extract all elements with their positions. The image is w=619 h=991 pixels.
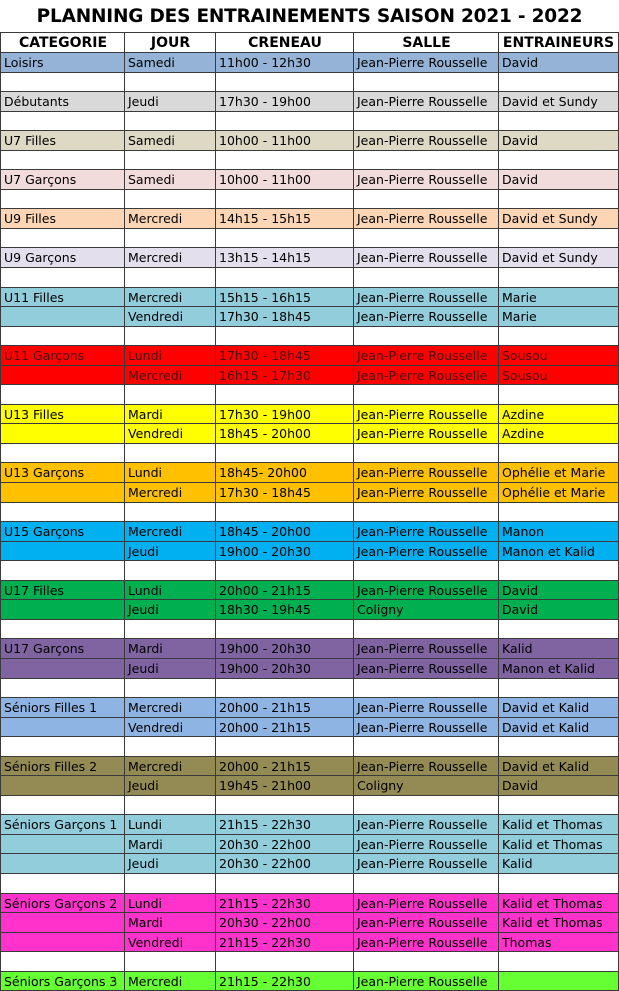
cell-jour: Mardi — [124, 835, 216, 854]
cell-categorie — [0, 776, 125, 795]
table-row — [0, 112, 619, 132]
cell-categorie — [0, 229, 125, 248]
cell-categorie — [0, 151, 125, 170]
cell-entraineurs: David — [498, 170, 619, 189]
table-row — [0, 894, 619, 914]
cell-salle: Jean-Pierre Rousselle — [353, 483, 499, 502]
cell-salle — [353, 737, 499, 756]
cell-categorie: Loisirs — [0, 53, 125, 72]
cell-salle: Jean-Pierre Rousselle — [353, 92, 499, 111]
cell-entraineurs: David et Sundy — [498, 209, 619, 228]
cell-jour — [124, 620, 216, 639]
cell-jour: Samedi — [124, 131, 216, 150]
cell-salle — [353, 796, 499, 815]
cell-salle: Jean-Pierre Rousselle — [353, 542, 499, 561]
cell-salle: Jean-Pierre Rousselle — [353, 288, 499, 307]
cell-creneau: 17h30 - 19h00 — [215, 405, 354, 424]
cell-jour: Jeudi — [124, 600, 216, 619]
page-title: PLANNING DES ENTRAINEMENTS SAISON 2021 - 2022 — [36, 6, 583, 27]
cell-jour — [124, 874, 216, 893]
cell-salle — [353, 679, 499, 698]
cell-creneau: 17h30 - 18h45 — [215, 346, 354, 365]
cell-entraineurs: David et Kalid — [498, 698, 619, 717]
cell-entraineurs — [498, 385, 619, 404]
cell-creneau — [215, 503, 354, 522]
cell-entraineurs: Sousou — [498, 366, 619, 385]
cell-salle: Jean-Pierre Rousselle — [353, 972, 499, 991]
cell-creneau: 11h00 - 12h30 — [215, 53, 354, 72]
cell-entraineurs: David — [498, 131, 619, 150]
cell-entraineurs — [498, 737, 619, 756]
cell-jour — [124, 679, 216, 698]
cell-creneau — [215, 737, 354, 756]
cell-categorie — [0, 835, 125, 854]
cell-salle: Jean-Pierre Rousselle — [353, 53, 499, 72]
cell-salle — [353, 73, 499, 92]
table-row — [0, 209, 619, 229]
cell-creneau — [215, 229, 354, 248]
cell-salle: Jean-Pierre Rousselle — [353, 718, 499, 737]
cell-creneau — [215, 561, 354, 580]
cell-salle: Jean-Pierre Rousselle — [353, 346, 499, 365]
table-row — [0, 581, 619, 601]
cell-entraineurs: Marie — [498, 288, 619, 307]
cell-creneau: 17h30 - 18h45 — [215, 307, 354, 326]
cell-categorie — [0, 542, 125, 561]
cell-jour: Jeudi — [124, 542, 216, 561]
cell-jour: Mercredi — [124, 288, 216, 307]
table-row — [0, 815, 619, 835]
cell-entraineurs: Manon — [498, 522, 619, 541]
table-row — [0, 835, 619, 855]
cell-categorie: U9 Filles — [0, 209, 125, 228]
table-row — [0, 307, 619, 327]
cell-jour: Lundi — [124, 815, 216, 834]
cell-entraineurs — [498, 561, 619, 580]
table-row — [0, 366, 619, 386]
cell-creneau: 17h30 - 18h45 — [215, 483, 354, 502]
cell-creneau — [215, 679, 354, 698]
cell-categorie: Séniors Garçons 2 — [0, 894, 125, 913]
cell-jour: Samedi — [124, 53, 216, 72]
cell-creneau — [215, 73, 354, 92]
cell-jour: Lundi — [124, 894, 216, 913]
cell-entraineurs — [498, 952, 619, 971]
cell-categorie: U9 Garçons — [0, 248, 125, 267]
cell-salle — [353, 444, 499, 463]
cell-salle: Jean-Pierre Rousselle — [353, 405, 499, 424]
cell-categorie: U17 Filles — [0, 581, 125, 600]
cell-entraineurs — [498, 190, 619, 209]
cell-creneau: 20h00 - 21h15 — [215, 757, 354, 776]
cell-creneau — [215, 952, 354, 971]
table-row — [0, 757, 619, 777]
table-row — [0, 620, 619, 640]
cell-entraineurs — [498, 229, 619, 248]
cell-categorie: U17 Garçons — [0, 639, 125, 658]
cell-jour: Lundi — [124, 463, 216, 482]
cell-jour — [124, 561, 216, 580]
cell-salle — [353, 620, 499, 639]
cell-jour: Vendredi — [124, 424, 216, 443]
cell-jour: Jeudi — [124, 92, 216, 111]
cell-creneau: 14h15 - 15h15 — [215, 209, 354, 228]
table-row — [0, 131, 619, 151]
cell-creneau: 13h15 - 14h15 — [215, 248, 354, 267]
cell-salle: Jean-Pierre Rousselle — [353, 209, 499, 228]
table-row — [0, 952, 619, 972]
table-row — [0, 874, 619, 894]
cell-jour: Mercredi — [124, 972, 216, 991]
table-row — [0, 679, 619, 699]
cell-categorie — [0, 385, 125, 404]
cell-jour: Mercredi — [124, 757, 216, 776]
table-row — [0, 346, 619, 366]
cell-jour: Jeudi — [124, 659, 216, 678]
cell-categorie — [0, 366, 125, 385]
table-row — [0, 53, 619, 73]
table-row — [0, 600, 619, 620]
cell-salle: Jean-Pierre Rousselle — [353, 933, 499, 952]
cell-salle: Jean-Pierre Rousselle — [353, 659, 499, 678]
cell-salle: Jean-Pierre Rousselle — [353, 854, 499, 873]
table-row — [0, 698, 619, 718]
cell-entraineurs — [498, 679, 619, 698]
cell-jour — [124, 151, 216, 170]
cell-categorie: U11 Filles — [0, 288, 125, 307]
cell-categorie: U15 Garçons — [0, 522, 125, 541]
cell-categorie — [0, 307, 125, 326]
cell-creneau — [215, 444, 354, 463]
cell-entraineurs: Ophélie et Marie — [498, 463, 619, 482]
cell-categorie: Séniors Filles 1 — [0, 698, 125, 717]
table-row — [0, 933, 619, 953]
cell-categorie — [0, 679, 125, 698]
cell-entraineurs: Kalid — [498, 854, 619, 873]
cell-creneau — [215, 620, 354, 639]
cell-categorie — [0, 737, 125, 756]
cell-categorie — [0, 718, 125, 737]
cell-categorie — [0, 561, 125, 580]
cell-entraineurs: Thomas — [498, 933, 619, 952]
cell-jour — [124, 796, 216, 815]
cell-entraineurs: Kalid et Thomas — [498, 894, 619, 913]
cell-entraineurs: David et Kalid — [498, 757, 619, 776]
cell-salle: Jean-Pierre Rousselle — [353, 170, 499, 189]
cell-entraineurs: Azdine — [498, 424, 619, 443]
table-row — [0, 463, 619, 483]
cell-salle — [353, 327, 499, 346]
cell-salle — [353, 151, 499, 170]
cell-entraineurs: David et Sundy — [498, 248, 619, 267]
cell-salle: Jean-Pierre Rousselle — [353, 757, 499, 776]
cell-creneau — [215, 268, 354, 287]
cell-jour: Mercredi — [124, 209, 216, 228]
cell-jour: Lundi — [124, 346, 216, 365]
cell-salle: Jean-Pierre Rousselle — [353, 424, 499, 443]
cell-salle: Jean-Pierre Rousselle — [353, 639, 499, 658]
cell-entraineurs: David — [498, 776, 619, 795]
cell-categorie: U7 Garçons — [0, 170, 125, 189]
cell-salle: Jean-Pierre Rousselle — [353, 894, 499, 913]
cell-categorie — [0, 268, 125, 287]
cell-creneau — [215, 874, 354, 893]
table-row — [0, 522, 619, 542]
table-row — [0, 327, 619, 347]
cell-salle: Coligny — [353, 776, 499, 795]
cell-entraineurs: Ophélie et Marie — [498, 483, 619, 502]
cell-jour: Mercredi — [124, 522, 216, 541]
table-row — [0, 385, 619, 405]
cell-entraineurs — [498, 112, 619, 131]
cell-salle: Jean-Pierre Rousselle — [353, 581, 499, 600]
cell-categorie — [0, 933, 125, 952]
cell-categorie — [0, 483, 125, 502]
table-row — [0, 92, 619, 112]
cell-categorie — [0, 952, 125, 971]
cell-creneau: 10h00 - 11h00 — [215, 131, 354, 150]
cell-entraineurs — [498, 444, 619, 463]
cell-salle — [353, 952, 499, 971]
cell-entraineurs — [498, 503, 619, 522]
cell-salle: Jean-Pierre Rousselle — [353, 463, 499, 482]
cell-creneau: 21h15 - 22h30 — [215, 933, 354, 952]
cell-jour — [124, 229, 216, 248]
cell-jour: Jeudi — [124, 776, 216, 795]
cell-categorie: Séniors Garçons 1 — [0, 815, 125, 834]
cell-categorie — [0, 854, 125, 873]
cell-entraineurs — [498, 73, 619, 92]
cell-creneau: 19h45 - 21h00 — [215, 776, 354, 795]
table-row — [0, 639, 619, 659]
header-categorie: CATEGORIE — [0, 33, 125, 52]
cell-creneau — [215, 327, 354, 346]
cell-categorie: U13 Garçons — [0, 463, 125, 482]
cell-categorie: U13 Filles — [0, 405, 125, 424]
cell-creneau — [215, 190, 354, 209]
cell-salle: Jean-Pierre Rousselle — [353, 815, 499, 834]
cell-salle: Coligny — [353, 600, 499, 619]
cell-entraineurs: Azdine — [498, 405, 619, 424]
cell-jour — [124, 737, 216, 756]
cell-salle — [353, 874, 499, 893]
cell-jour — [124, 190, 216, 209]
cell-salle — [353, 229, 499, 248]
table-row — [0, 561, 619, 581]
cell-creneau: 21h15 - 22h30 — [215, 815, 354, 834]
cell-salle — [353, 112, 499, 131]
cell-entraineurs: David — [498, 581, 619, 600]
cell-jour: Mardi — [124, 913, 216, 932]
cell-categorie — [0, 600, 125, 619]
cell-jour: Mercredi — [124, 483, 216, 502]
cell-entraineurs: Kalid et Thomas — [498, 913, 619, 932]
table-row — [0, 503, 619, 523]
cell-entraineurs — [498, 620, 619, 639]
cell-creneau: 20h30 - 22h00 — [215, 913, 354, 932]
cell-jour: Jeudi — [124, 854, 216, 873]
table-row — [0, 151, 619, 171]
cell-jour — [124, 327, 216, 346]
cell-categorie — [0, 874, 125, 893]
cell-categorie — [0, 659, 125, 678]
cell-entraineurs — [498, 268, 619, 287]
cell-jour — [124, 112, 216, 131]
cell-jour — [124, 952, 216, 971]
cell-salle: Jean-Pierre Rousselle — [353, 307, 499, 326]
cell-creneau: 18h45 - 20h00 — [215, 522, 354, 541]
cell-categorie — [0, 620, 125, 639]
table-row — [0, 248, 619, 268]
cell-creneau: 18h45- 20h00 — [215, 463, 354, 482]
cell-creneau: 20h00 - 21h15 — [215, 581, 354, 600]
cell-creneau: 21h15 - 22h30 — [215, 972, 354, 991]
cell-salle — [353, 268, 499, 287]
table-row — [0, 659, 619, 679]
table-row — [0, 737, 619, 757]
table-row — [0, 854, 619, 874]
cell-creneau: 18h30 - 19h45 — [215, 600, 354, 619]
cell-salle: Jean-Pierre Rousselle — [353, 698, 499, 717]
cell-salle: Jean-Pierre Rousselle — [353, 131, 499, 150]
cell-categorie — [0, 503, 125, 522]
cell-jour: Mercredi — [124, 366, 216, 385]
cell-categorie: Séniors Garçons 3 — [0, 972, 125, 991]
cell-jour — [124, 268, 216, 287]
cell-categorie — [0, 796, 125, 815]
cell-entraineurs: Manon et Kalid — [498, 659, 619, 678]
cell-jour: Vendredi — [124, 307, 216, 326]
cell-categorie — [0, 424, 125, 443]
table-row — [0, 483, 619, 503]
cell-creneau: 19h00 - 20h30 — [215, 542, 354, 561]
cell-entraineurs: Kalid et Thomas — [498, 815, 619, 834]
cell-jour — [124, 385, 216, 404]
table-body — [0, 53, 619, 991]
cell-creneau — [215, 796, 354, 815]
cell-entraineurs: David et Kalid — [498, 718, 619, 737]
table-row — [0, 776, 619, 796]
table-row — [0, 229, 619, 249]
cell-creneau: 15h15 - 16h15 — [215, 288, 354, 307]
table-row — [0, 190, 619, 210]
cell-entraineurs: David et Sundy — [498, 92, 619, 111]
cell-entraineurs: David — [498, 600, 619, 619]
cell-jour — [124, 73, 216, 92]
cell-categorie — [0, 190, 125, 209]
cell-entraineurs: Manon et Kalid — [498, 542, 619, 561]
cell-creneau: 19h00 - 20h30 — [215, 659, 354, 678]
cell-categorie: Séniors Filles 2 — [0, 757, 125, 776]
cell-entraineurs: Kalid — [498, 639, 619, 658]
cell-salle — [353, 561, 499, 580]
header-entraineurs: ENTRAINEURS — [498, 33, 619, 52]
header-creneau: CRENEAU — [215, 33, 354, 52]
cell-creneau: 16h15 - 17h30 — [215, 366, 354, 385]
table-row — [0, 268, 619, 288]
table-row — [0, 796, 619, 816]
table-row — [0, 444, 619, 464]
cell-salle — [353, 503, 499, 522]
cell-jour: Mercredi — [124, 248, 216, 267]
cell-entraineurs — [498, 327, 619, 346]
cell-creneau: 20h30 - 22h00 — [215, 854, 354, 873]
cell-salle — [353, 385, 499, 404]
cell-jour: Vendredi — [124, 933, 216, 952]
header-jour: JOUR — [124, 33, 216, 52]
cell-creneau: 19h00 - 20h30 — [215, 639, 354, 658]
cell-categorie: U7 Filles — [0, 131, 125, 150]
cell-jour — [124, 444, 216, 463]
cell-salle: Jean-Pierre Rousselle — [353, 248, 499, 267]
table-row — [0, 542, 619, 562]
cell-entraineurs: David — [498, 53, 619, 72]
cell-creneau: 18h45 - 20h00 — [215, 424, 354, 443]
cell-creneau: 20h00 - 21h15 — [215, 698, 354, 717]
cell-creneau: 21h15 - 22h30 — [215, 894, 354, 913]
cell-creneau: 10h00 - 11h00 — [215, 170, 354, 189]
cell-jour: Mardi — [124, 405, 216, 424]
table-header-row — [0, 32, 619, 53]
table-row — [0, 913, 619, 933]
table-row — [0, 73, 619, 93]
cell-entraineurs — [498, 151, 619, 170]
cell-creneau — [215, 385, 354, 404]
cell-jour: Samedi — [124, 170, 216, 189]
table-row — [0, 405, 619, 425]
cell-jour — [124, 503, 216, 522]
cell-entraineurs: Marie — [498, 307, 619, 326]
cell-categorie: Débutants — [0, 92, 125, 111]
table-row — [0, 424, 619, 444]
cell-salle: Jean-Pierre Rousselle — [353, 913, 499, 932]
cell-salle: Jean-Pierre Rousselle — [353, 522, 499, 541]
cell-categorie — [0, 73, 125, 92]
cell-creneau: 17h30 - 19h00 — [215, 92, 354, 111]
table-row — [0, 288, 619, 308]
cell-salle: Jean-Pierre Rousselle — [353, 366, 499, 385]
cell-jour: Mardi — [124, 639, 216, 658]
cell-categorie — [0, 913, 125, 932]
cell-creneau — [215, 151, 354, 170]
cell-salle: Jean-Pierre Rousselle — [353, 835, 499, 854]
header-salle: SALLE — [353, 33, 499, 52]
cell-jour: Mercredi — [124, 698, 216, 717]
cell-entraineurs: Kalid et Thomas — [498, 835, 619, 854]
cell-creneau — [215, 112, 354, 131]
cell-entraineurs: Sousou — [498, 346, 619, 365]
cell-entraineurs — [498, 972, 619, 991]
cell-salle — [353, 190, 499, 209]
cell-creneau: 20h00 - 21h15 — [215, 718, 354, 737]
cell-categorie: U11 Garçons — [0, 346, 125, 365]
cell-entraineurs — [498, 874, 619, 893]
cell-jour: Vendredi — [124, 718, 216, 737]
schedule-table — [0, 32, 619, 991]
cell-categorie — [0, 327, 125, 346]
cell-categorie — [0, 112, 125, 131]
cell-creneau: 20h30 - 22h00 — [215, 835, 354, 854]
cell-categorie — [0, 444, 125, 463]
cell-jour: Lundi — [124, 581, 216, 600]
table-row — [0, 170, 619, 190]
cell-entraineurs — [498, 796, 619, 815]
table-row — [0, 972, 619, 991]
table-row — [0, 718, 619, 738]
